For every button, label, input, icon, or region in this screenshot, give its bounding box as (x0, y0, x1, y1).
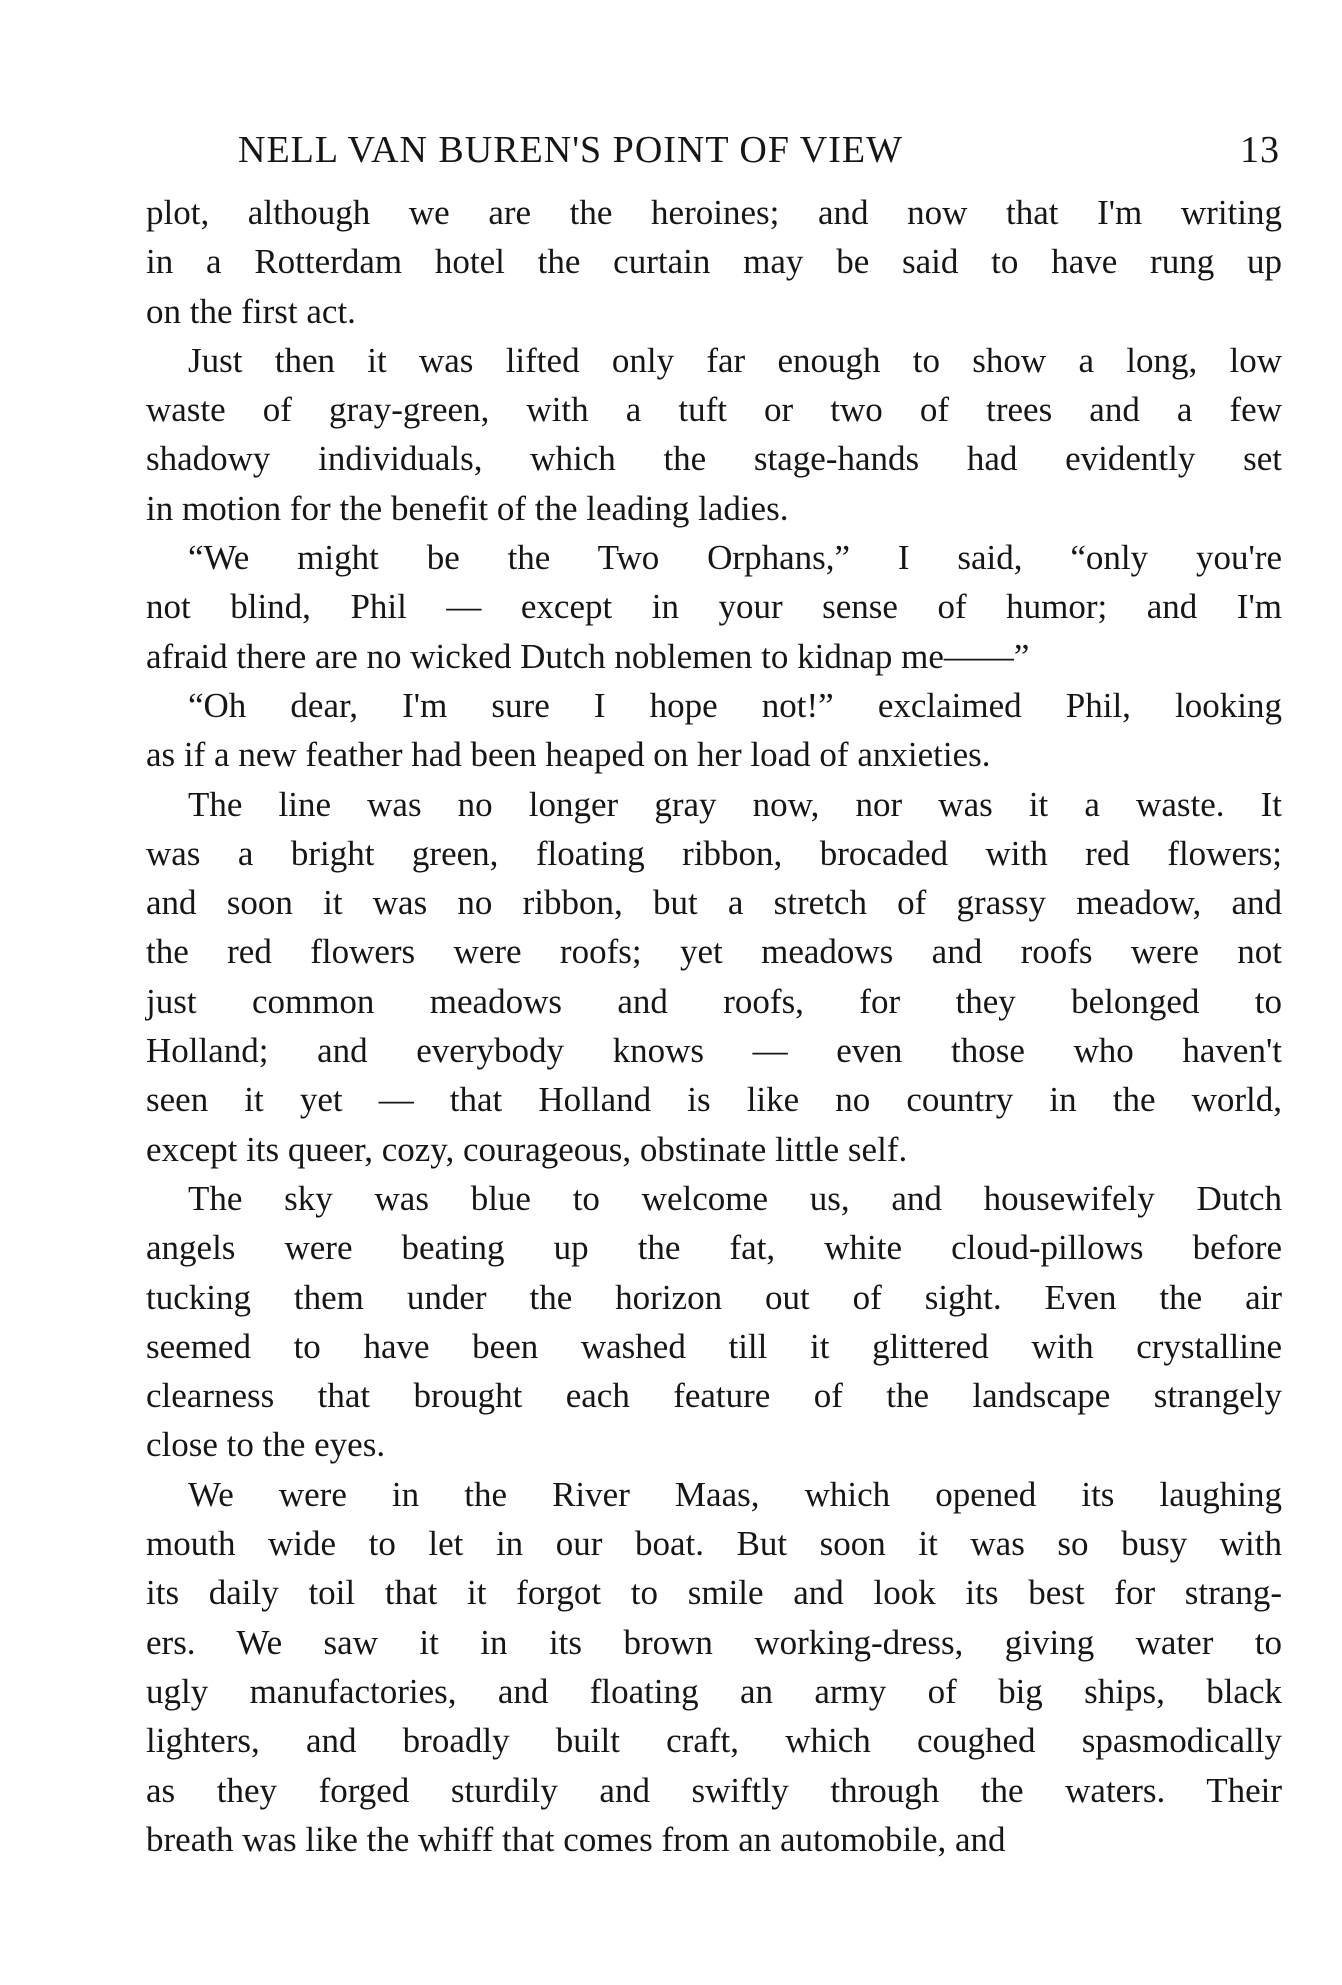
text-line: in a Rotterdam hotel the curtain may be said to have rung up (146, 242, 1282, 282)
text-line: ugly manufactories, and floating an army of big ships, black (146, 1671, 1282, 1711)
text-line: and soon it was no ribbon, but a stretch of grassy meadow, and (146, 883, 1282, 923)
text-line: Holland; and everybody knows — even those who haven't (146, 1031, 1282, 1071)
paragraph (146, 780, 1282, 1174)
paragraph (146, 188, 1282, 336)
text-line: We were in the River Maas, which opened its laughing (188, 1474, 1282, 1514)
running-title: NELL VAN BUREN'S POINT OF VIEW (238, 129, 903, 171)
text-line: tucking them under the horizon out of sight. Even the air (146, 1277, 1282, 1317)
text-line: not blind, Phil — except in your sense of humor; and I'm (146, 587, 1282, 627)
text-line: The sky was blue to welcome us, and housewifely Dutch (188, 1178, 1282, 1218)
text-line: “Oh dear, I'm sure I hope not!” exclaimed Phil, looking (188, 685, 1282, 725)
text-line: on the first act. (146, 291, 356, 331)
text-line: the red flowers were roofs; yet meadows and roofs were not (146, 932, 1282, 972)
text-line: afraid there are no wicked Dutch noblemen to kidnap me——” (146, 636, 1030, 676)
text-line: as they forged sturdily and swiftly through the waters. Their (146, 1770, 1282, 1810)
paragraph (146, 1174, 1282, 1470)
text-line: plot, although we are the heroines; and now that I'm writing (146, 193, 1282, 232)
text-line: as if a new feather had been heaped on her load of anxieties. (146, 735, 991, 775)
text-line: close to the eyes. (146, 1425, 386, 1465)
paragraph (146, 1470, 1282, 1864)
text-line: The line was no longer gray now, nor was it a waste. It (188, 784, 1282, 824)
paragraph (146, 681, 1282, 780)
text-line: Just then it was lifted only far enough to show a long, low (188, 340, 1282, 380)
paragraph (146, 533, 1282, 681)
text-line: ers. We saw it in its brown working-dress, giving water to (146, 1622, 1282, 1662)
running-head (150, 128, 1280, 172)
paragraph-list (146, 188, 1282, 1864)
page-number: 13 (1240, 129, 1280, 171)
text-line: waste of gray-green, with a tuft or two of trees and a few (146, 390, 1282, 430)
text-line: seen it yet — that Holland is like no country in the world, (146, 1080, 1282, 1120)
paragraph (146, 336, 1282, 533)
text-line: breath was like the whiff that comes from an automobile, and (146, 1819, 1006, 1859)
text-line: clearness that brought each feature of the landscape strangely (146, 1376, 1282, 1416)
text-line: angels were beating up the fat, white cloud-pillows before (146, 1228, 1282, 1268)
body-text (146, 188, 1282, 1864)
text-line: mouth wide to let in our boat. But soon it was so busy with (146, 1524, 1282, 1564)
text-line: shadowy individuals, which the stage-hands had evidently set (146, 439, 1282, 479)
text-line: lighters, and broadly built craft, which coughed spasmodically (146, 1721, 1282, 1761)
text-line: was a bright green, floating ribbon, brocaded with red flowers; (146, 833, 1282, 873)
text-line: seemed to have been washed till it glittered with crystalline (146, 1326, 1282, 1366)
text-line: “We might be the Two Orphans,” I said, “only you're (188, 538, 1282, 578)
text-line: just common meadows and roofs, for they belonged to (146, 981, 1282, 1021)
text-line: its daily toil that it forgot to smile and look its best for strang- (146, 1573, 1282, 1613)
text-line: in motion for the benefit of the leading ladies. (146, 488, 789, 528)
text-line: except its queer, cozy, courageous, obstinate little self. (146, 1129, 908, 1169)
